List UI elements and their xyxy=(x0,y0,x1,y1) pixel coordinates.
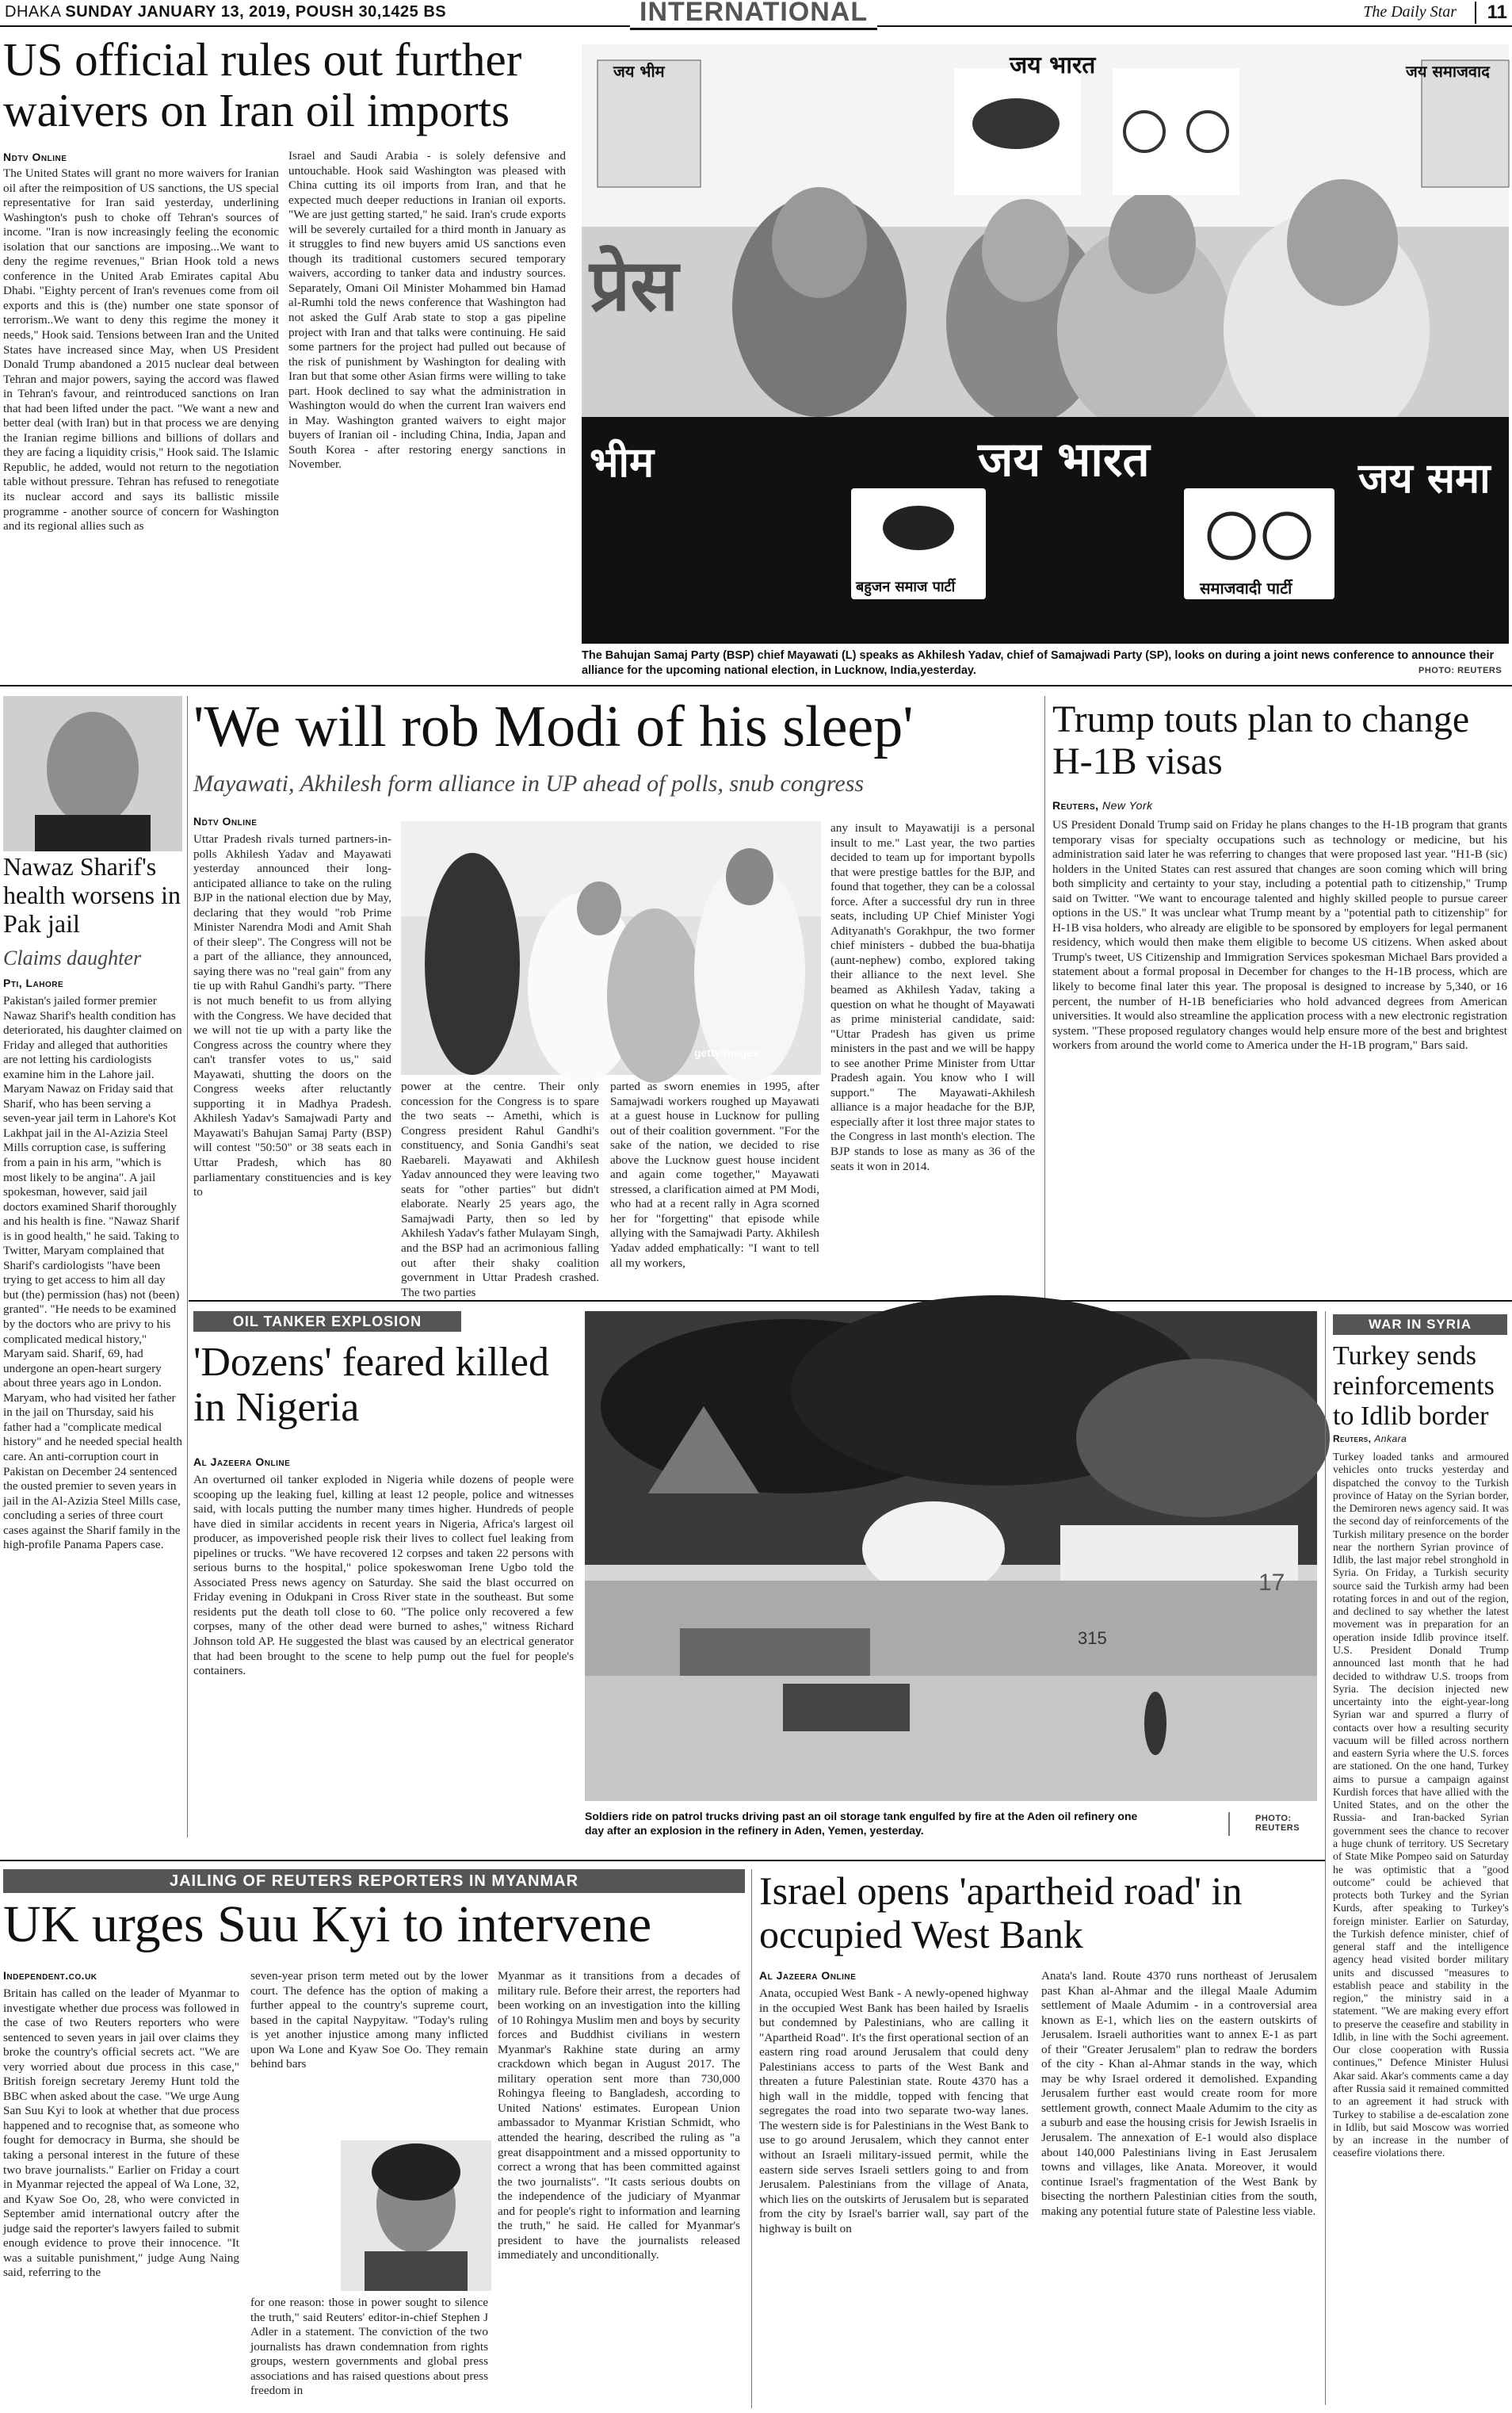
bsp-photo-credit: PHOTO: REUTERS xyxy=(1418,666,1502,675)
headline-sharif: Nawaz Sharif's health worsens in Pak jail xyxy=(3,852,181,938)
kicker-turkey: WAR IN SYRIA xyxy=(1333,1314,1507,1335)
headline-trump: Trump touts plan to change H-1B visas xyxy=(1052,698,1470,782)
dateline: DHAKA SUNDAY JANUARY 13, 2019, POUSH 30,1425 BS xyxy=(5,3,447,21)
headline-israel: Israel opens 'apartheid road' in occupied West Bank xyxy=(759,1868,1243,1956)
headline-turkey: Turkey sends reinforcements to Idlib border xyxy=(1333,1341,1495,1432)
bsp-sp-press-conference-photo xyxy=(582,44,1509,644)
section-title: INTERNATIONAL xyxy=(630,0,877,30)
sign-jai-bharat-top: जय भारत xyxy=(1010,52,1096,79)
nawaz-sharif-portrait xyxy=(3,696,182,851)
divider xyxy=(189,1300,1512,1302)
photo-graphic xyxy=(401,821,821,1075)
tank-number-17: 17 xyxy=(1258,1570,1285,1596)
col-divider xyxy=(751,1869,752,2408)
col-divider xyxy=(1044,696,1045,1298)
sign-sp: समाजवादी पार्टी xyxy=(1200,579,1292,598)
col-divider xyxy=(187,696,188,1837)
sign-press: प्रेस xyxy=(590,244,679,327)
sub-modi: Mayawati, Akhilesh form alliance in UP ahead of polls, snub congress xyxy=(193,771,865,797)
byline-modi: Ndtv Online xyxy=(193,815,258,828)
sub-sharif: Claims daughter xyxy=(3,946,142,969)
sign-jai-samajwad-top: जय समाजवाद xyxy=(1406,62,1490,81)
myanmar-col1: Britain has called on the leader of Myanmar to investigate whether due process was followed in the case of two Reuters reporters who were sentenced to seven years in jail over claims they broke the country's official secrets act. "We are very worried about due process in this case," British foreign secretary Jeremy Hunt told the BBC when asked about the case. "We urge Aung San Suu Kyi to look at whether that due process happened and to recognise that, as someone who fought for democracy in Burma, she should be taking a personal interest in the future of these two brave journalists." Earlier on Friday a court in Myanmar rejected the appeal of Wa Lone, 32, and Kyaw Soe Oo, 28, who were convicted in September amid international outcry after the judge said the reporter's lawyers failed to submit enough evidence to prove their innocence. "It was a suitable punishment," judge Aung Naing said, referring to the xyxy=(3,1987,239,2280)
myanmar-col3: Myanmar as it transitions from a decades of military rule. Before their arrest, the reporters had been working on an investigation into the killing of 10 Rohingya Muslim men and boys by security forces and Buddhist civilians in western Myanmar's Rakhine state during an army crackdown which began in August 2017. The military operation sent more than 730,000 Rohingya fleeing to Bangladesh, according to United Nations' estimates. European Union ambassador to Myanmar Kristian Schmidt, who attended the hearing, described the ruling as "a great disappointment and a missed opportunity to correct a wrong that has been committed against the two journalists". "It casts serious doubts on the independence of the judiciary of Myanmar and for people's right to information and learning the truth," he said. He called for Myanmar's president to have the journalists released immediately and unconditionally. xyxy=(498,1969,740,2262)
aden-photo-caption: Soldiers ride on patrol trucks driving past an oil storage tank engulfed by fire at the Aden oil refinery one day after an explosion in the refinery in Aden, Yemen, yesterday. xyxy=(585,1810,1138,1837)
byline-israel: Al Jazeera Online xyxy=(759,1969,857,1982)
byline-nigeria: Al Jazeera Online xyxy=(193,1455,291,1468)
turkey-body: Turkey loaded tanks and armoured vehicles onto trucks yesterday and dispatched the convoy to the Turkish province of Hatay on the Syrian border, the Demiroren news agency said. It was the second day of reinforcements of the Turkish military presence on the border near the northern Syrian province of Idlib, the last major rebel stronghold in Syria. On Friday, a Turkish security source said the Turkish army had been rotating forces in and out of the region, and declined to say whether the latest movement was in preparation for an operation inside Idlib province itself. U.S. President Donald Trump announced last month that he had decided to withdraw U.S. troops from Syria. The decision injected new uncertainty into the eight-year-long Syrian war and spurred a flurry of contacts over how a resulting security vacuum will be filled across northern and eastern Syria where the U.S. forces are stationed. On the one hand, Turkey aims to pursue a campaign against Kurdish forces that have allied with the United States, and on the other the Russia- and Iran-backed Syrian government sees the chance to recover a huge chunk of territory. US Secretary of State Mike Pompeo said on Saturday he was optimistic that a "good outcome" could be achieved that protects both Turkey and the Syrian Kurds, after speaking to Turkey's foreign minister. Earlier on Saturday, the Turkish defence minister, chief of general staff and the intelligence agency head visited border military units and discussed "measures to establish peace and stability in the region," the ministry said in a statement. "We are making every effort to preserve the ceasefire and stability in Idlib, in line with the Sochi agreement. Our close cooperation with Russia continues," Defence Minister Hulusi Akar said. Akar's comments came a day after Russia said it remained committed to an agreement it had struck with Turkey to stabilise a de-escalation zone in Idlib, but said Moscow was worried by an increase in the number of ceasefire violations there. xyxy=(1333,1451,1509,2159)
byline-myanmar: Independent.co.uk xyxy=(3,1969,97,1982)
sign-jai-bharat: जय भारत xyxy=(978,432,1150,488)
kicker-nigeria: OIL TANKER EXPLOSION xyxy=(193,1311,461,1332)
sharif-body: Pakistan's jailed former premier Nawaz Sharif's health condition has deteriorated, his daughter claimed on Friday and alleged that authorities are not letting his cardiologists examine him in the Lahore jail. Maryam Nawaz on Friday said that Sharif, who has been serving a seven-year jail term in Lahore's Kot Lakhpat jail in the Al-Azizia Steel Mills corruption case, is suffering from a pain in his arm, "which is most likely to be angina". A jail spokesman, however, said jail doctors examined Sharif thoroughly and his health is fine. "Nawaz Sharif is in good health," he said. Taking to Twitter, Maryam complained that Sharif's cardiologists "have been trying to get access to him all day but (the) permission (has) not (been) granted". "He needs to be examined by the doctors who are privy to his complicated medical history," Maryam said. Sharif, 69, had undergone an open-heart surgery about three years ago in London. Maryam, who had visited her father in the jail on Thursday, said his father had a "complicate medical history" and he needed special health care. An anti-corruption court in Pakistan on December 24 sentenced the ousted premier to seven years in jail in the Al-Azizia Steel Mills case, concluding a series of three court cases against the Sharif family in the high-profile Panama Papers case. xyxy=(3,994,182,1552)
iran-col2: Israel and Saudi Arabia - is solely defensive and untouchable. Hook said Washington was pleased with China cutting its oil imports from Iran, and that he expected much deeper reductions in Iranian oil exports. "We are just getting started," he said. Iran's crude exports will be severely curtailed for a third month in January as it struggles to find new buyers amid US sanctions even though its traditional customers secured temporary waivers, according to tanker data and industry sources. Separately, Omani Oil Minister Mohammed bin Hamad al-Rumhi told the news conference that Washington had not asked the Gulf Arab state to stop a gas pipeline project with Iran and that talks were continuing. He said some partners for the project had pulled out because of the risk of punishment by Washington for dealing with Iran but that some other Asian firms were willing to take part. Hook declined to say what the administration in Washington would do when the current Iran waivers end in May. Washington granted waivers to eight major buyers of Iranian oil - including China, India, Japan and South Korea - after restoring energy sanctions in November. xyxy=(288,149,566,472)
modi-col3: parted as sworn enemies in 1995, after Samajwadi workers roughed up Mayawati at a guest house in Lucknow for pulling out of their coalition government. "For the sake of the nation, we decided to rise above the Lucknow guest house incident and again come together," Mayawati stressed, a clarification aimed at PM Modi, who had at a recent rally in Agra scorned her for "forgetting" that episode while allying with the Samajwadi Party. Akhilesh Yadav added emphatically: "I want to tell all my workers, xyxy=(610,1080,819,1270)
portrait-graphic xyxy=(3,696,182,851)
mayawati-gandhi-photo xyxy=(401,821,821,1075)
headline-myanmar: UK urges Suu Kyi to intervene xyxy=(3,1895,652,1953)
page-header xyxy=(0,0,1512,27)
israel-col1: Anata, occupied West Bank - A newly-opened highway in the occupied West Bank has been hailed by Israelis but condemned by Palestinians, who are calling it "Apartheid Road". It's the first operational section of an eastern ring road around Jerusalem that could deny Palestinians access to parts of the West Bank and threaten a future Palestinian state. Route 4370 has a high wall in the middle, topped with fencing that segregates the road into two separate two-way lanes. The western side is for Palestinians in the West Bank to use to go around Jerusalem, which they cannot enter without an Israeli military-issued permit, while the eastern side serves Israeli settlers going to and from Jerusalem. Palestinians from the village of Anata, which lies on the outskirts of Jerusalem but is separated from the city by Israel's barrier wall, say part of the highway is built on xyxy=(759,1987,1029,2235)
aden-photo-credit: PHOTO: REUTERS xyxy=(1255,1814,1300,1833)
portrait-graphic xyxy=(341,2140,491,2291)
byline-turkey: Reuters, Ankara xyxy=(1333,1433,1407,1444)
col-divider xyxy=(1325,1311,1326,2405)
photo-watermark: gettyimages xyxy=(694,1046,759,1059)
headline-iran: US official rules out further waivers on Iran oil imports xyxy=(3,33,522,136)
byline-trump: Reuters, New York xyxy=(1052,799,1153,812)
sign-jai-bhim-top: जय भीम xyxy=(613,62,665,81)
page-number: 11 xyxy=(1475,2,1507,24)
aung-san-suu-kyi-photo xyxy=(341,2140,491,2291)
aden-refinery-fire-photo xyxy=(585,1311,1317,1801)
sign-jai-sama: जय समा xyxy=(1358,455,1491,503)
iran-col1: The United States will grant no more waivers for Iranian oil after the reimposition of US sanctions, the US special representative for Iran said yesterday, underlining Washington's push to choke off Tehran's sources of income. "Iran is now increasingly feeling the economic isolation that our sanctions are imposing...We want to deny the regime revenues," Brian Hook told a news conference in the United Arab Emirates capital Abu Dhabi. "Eighty percent of Iran's revenues come from oil exports and this is (the) number one state sponsor of terrorism..We want to deny this regime the money it needs," Hook said. Tensions between Iran and the United States have increased since May, when US President Donald Trump abandoned a 2015 nuclear deal between Tehran and major powers, saying the accord was flawed in Tehran's favour, and reintroduced sanctions on Iran that had been lifted under the pact. "We want a new and better deal (with Iran) but in that process we are denying the Iranian regime billions and billions of dollars and they are facing a liquidity crisis," Hook said. The Islamic Republic, he added, would not return to the negotiation table without pressure. Tehran has refused to renegotiate its nuclear accord and says its ballistic missile programme - another source of concern for Washington and its regional allies such as xyxy=(3,166,279,533)
israel-col2: Anata's land. Route 4370 runs northeast of Jerusalem past Khan al-Ahmar and the illegal Maale Adumim settlement of Maale Adumim - in a controversial area known as E-1, which lies on the eastern outskirts of Jerusalem. Israeli authorities want to annex E-1 as part of their "Greater Jerusalem" plan to redraw the borders of the city - Khan al-Ahmar stands in the way, which may be why Israel ordered it demolished. Expanding Jerusalem further east would create room for more settlement growth, connect Maale Adumim to the city as a suburb and ease the housing crisis for Jewish Israelis in Jerusalem. The annexation of E-1 would also displace about 140,000 Palestinians living in East Jerusalem towns and villages, like Anata. Moreover, it would continue Israel's fragmentation of the West Bank by bisecting the northern Palestinian cities from the south, making any potential future state of Palestine less viable. xyxy=(1041,1969,1317,2218)
nigeria-body: An overturned oil tanker exploded in Nigeria while dozens of people were scooping up the leaking fuel, killing at least 12 people, police and witnesses said, with locals putting the number many times higher. Hundreds of people have died in similar accidents in recent years in Nigeria, Africa's largest oil producer, as impoverished people risk their lives to collect fuel leaking from pipelines or trucks. "We have recovered 12 corpses and taken 22 persons with serious burns to the hospital," police spokeswoman Irene Ugbo told the Associated Press news agency on Saturday. She said the blast occurred on Friday evening in Odukpani in Cross River state in the southeast. But some residents put the death toll close to 60. "The police only recovered a few corpses, many of the other dead were burned to ashes," witness Richard Johnson told AP. He suggested the blast was caused by an electrical generator that had been brought to the scene to help pump out the fuel for people's containers. xyxy=(193,1473,574,1678)
modi-col4: any insult to Mayawatiji is a personal insult to me." Last year, the two parties decided to team up for important bypolls that were prestige battles for the BJP, and found that together, they can be a colossal force. After a successful dry run in three seats, including UP Chief Minister Yogi Adityanath's Gorakhpur, the two former chief ministers - dubbed the bua-bhatija (aunt-nephew) combo, explored taking their alliance to the next level. She beamed as Akhilesh Yadav, taking a question on what he thought of Mayawati as prime ministerial candidate, said: "Uttar Pradesh has given us prime ministers in the past and we will be happy to see another Prime Minister from Uttar Pradesh again. You know who I will support." The Mayawati-Akhilesh alliance is a major headache for the BJP, especially after it lost three major states to the Congress in last month's election. The BJP stands to lose as many as 36 of the seats it won in 2014. xyxy=(830,821,1035,1173)
divider xyxy=(0,685,1512,686)
kicker-myanmar: JAILING OF REUTERS REPORTERS IN MYANMAR xyxy=(3,1869,745,1893)
sign-bsp: बहुजन समाज पार्टी xyxy=(856,579,956,595)
modi-col1: Uttar Pradesh rivals turned partners-in-polls Akhilesh Yadav and Mayawati yesterday announced their long-anticipated alliance to take on the ruling BJP in the national election due by May, declaring that they would "rob Prime Minister Narendra Modi and Amit Shah of their sleep". The Congress will not be a part of the alliance, they announced, saying there was no "real gain" from any tie up with Rahul Gandhi's party. "There is not much benefit to us from allying with the Congress. We have decided that we will not tie up with a party like the Congress across the country where they can't transfer votes to us," said Mayawati, shutting the doors on the Congress weeks after reluctantly supporting it in Madhya Pradesh. Akhilesh Yadav's Samajwadi Party and Mayawati's Bahujan Samaj Party (BSP) will contest "50:50" or 38 seats each in Uttar Pradesh, which has 80 parliamentary constituencies and is key to xyxy=(193,832,391,1199)
masthead: The Daily Star xyxy=(1363,3,1457,21)
modi-col2: power at the centre. Their only concession for the Congress is to spare the two seats -- Amethi, which is Congress president Rahul Gandhi's constituency, and Sonia Gandhi's seat Raebareli. Mayawati and Akhilesh Yadav announced they were leaving two seats for "other parties" but didn't elaborate. Nearly 25 years ago, the Samajwadi Party, then so led by Akhilesh Yadav's father Mulayam Singh, and the BSP had an acrimonious falling out after their shaky coalition government in Uttar Pradesh crashed. The two parties xyxy=(401,1080,599,1299)
myanmar-col2b: for one reason: those in power sought to silence the truth," said Reuters' editor-in-chief Stephen J Adler in a statement. The conviction of the two journalists has drawn condemnation from rights groups, western governments and global press associations and has raised questions about press freedom in xyxy=(250,2296,488,2398)
headline-nigeria: 'Dozens' feared killed in Nigeria xyxy=(193,1340,549,1431)
photo-graphic xyxy=(582,44,1509,644)
trump-body: US President Donald Trump said on Friday he plans changes to the H-1B program that grants temporary visas for specialty occupations such as technology or medicine, but his administration said later he was referring to changes that were proposed last year. "H1-B (sic) holders in the United States can rest assured that changes are soon coming which will bring both simplicity and certainty to your stay, including a potential path to citizenship," Trump said on Twitter. "We want to encourage talented and highly skilled people to pursue career options in the US." It was unclear what Trump meant by a "potential path to citizenship" for H-1B visa holders, who already are eligible to be sponsored by employers for legal permanent residency, which would then make them eligible to become US citizens. When asked about Trump's tweet, US Citizenship and Immigration Services spokesman Michael Bars provided a statement about a formal proposal in December for changes to the H-1B process, which are likely to become final later this year. The proposal is designed to increase by 5,340, or 16 percent, the number of H-1B beneficiaries who hold advanced degrees from American universities. It would also streamline the application process with a new electronic registration system. "These proposed regulatory changes would help ensure more of the best and brightest workers from around the world come to America under the H-1B program," Bars said. xyxy=(1052,818,1508,1053)
headline-modi: 'We will rob Modi of his sleep' xyxy=(193,694,914,759)
credit-divider xyxy=(1228,1812,1230,1836)
tank-number-315: 315 xyxy=(1078,1628,1107,1648)
myanmar-col2a: seven-year prison term meted out by the lower court. The defence has the option of making a further appeal to the country's supreme court, based in the capital Naypyitaw. "Today's ruling is yet another injustice among many inflicted upon Wa Lone and Kyaw Soe Oo. They remain behind bars xyxy=(250,1969,488,2071)
bsp-photo-caption: The Bahujan Samaj Party (BSP) chief Mayawati (L) speaks as Akhilesh Yadav, chief of Samajwadi Party (SP), looks on during a joint news conference to announce their alliance for the upcoming national election, in Lucknow, India,yesterday. xyxy=(582,649,1495,677)
sign-bhim: भीम xyxy=(590,439,655,487)
divider xyxy=(0,1860,1325,1861)
photo-graphic xyxy=(585,1311,1317,1801)
byline-iran: Ndtv Online xyxy=(3,151,67,163)
byline-sharif: Pti, Lahore xyxy=(3,977,64,989)
